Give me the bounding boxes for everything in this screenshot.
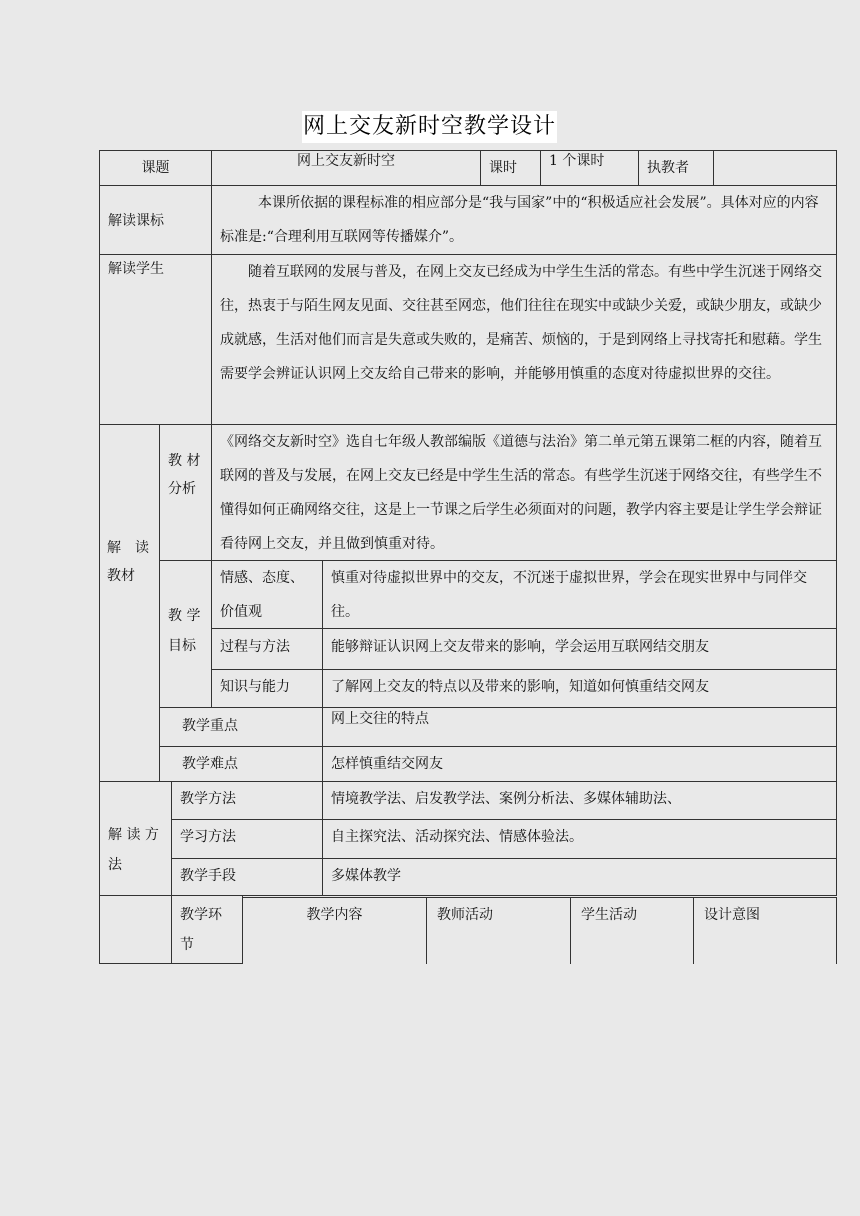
method-1-label: 教学方法	[171, 781, 323, 820]
goal-1-text: 慎重对待虚拟世界中的交友，不沉迷于虚拟世界，学会在现实世界中与同伴交往。	[322, 560, 837, 629]
students-text: 随着互联网的发展与普及，在网上交友已经成为中学生生活的常态。有些中学生沉迷于网络交往，热衷于与陌生网友见面、交往甚至网恋，他们往往在现实中或缺少关爱，或缺少朋友，或缺少成就感，生活对他们而言是失意或失败的，是痛苦、烦恼的，于是到网络上寻找寄托和慰藉。学生需要学会辨证认识网上交友给自己带来的影响，并能够用慎重的态度对待虚拟世界的交往。	[211, 254, 837, 425]
goals-label: 教 学目标	[159, 560, 212, 708]
goal-1-label: 情感、态度、价值观	[211, 560, 323, 629]
topic-label: 课题	[99, 150, 212, 186]
textbook-outer	[99, 424, 160, 782]
teacher-activity-header: 教师活动	[426, 897, 571, 964]
goal-2-text: 能够辩证认识网上交友带来的影响，学会运用互联网结交朋友	[322, 628, 837, 670]
method-3-label: 教学手段	[171, 858, 323, 896]
key-point-text: 网上交往的特点	[322, 707, 837, 747]
curriculum-label	[99, 185, 212, 255]
key-point-label: 教学重点	[159, 707, 323, 747]
method-1-text: 情境教学法、启发教学法、案例分析法、多媒体辅助法、	[322, 781, 837, 820]
intent-header: 设计意图	[693, 897, 837, 964]
goal-3-text: 了解网上交友的特点以及带来的影响，知道如何慎重结交网友	[322, 669, 837, 708]
stage-header: 教学环节	[171, 895, 243, 964]
student-activity-header: 学生活动	[570, 897, 694, 964]
difficulty-text: 怎样慎重结交网友	[322, 746, 837, 782]
method-3-text: 多媒体教学	[322, 858, 837, 896]
teacher-value	[713, 150, 837, 186]
methods-label: 解 读 方法	[99, 781, 172, 896]
method-2-text: 自主探究法、活动探究法、情感体验法。	[322, 819, 837, 859]
goal-3-label: 知识与能力	[211, 669, 323, 708]
process-blank-cell	[99, 895, 172, 964]
teacher-label: 执教者	[638, 150, 714, 186]
difficulty-label: 教学难点	[159, 746, 323, 782]
document-title: 网上交友新时空教学设计	[302, 111, 557, 143]
curriculum-label-text: 解读课标	[108, 213, 164, 229]
topic-value: 网上交友新时空	[211, 150, 481, 186]
method-2-label: 学习方法	[171, 819, 323, 859]
goal-2-label: 过程与方法	[211, 628, 323, 670]
students-label: 解读学生	[99, 254, 212, 425]
period-value: 1 个课时	[540, 150, 639, 186]
curriculum-text: 本课所依据的课程标准的相应部分是“我与国家”中的“积极适应社会发展”。具体对应的内容标准是:“合理利用互联网等传播媒介”。	[211, 185, 837, 255]
period-label: 课时	[480, 150, 541, 186]
content-header: 教学内容	[242, 897, 427, 964]
analysis-label: 教 材分析	[159, 424, 212, 561]
analysis-text: 《网络交友新时空》选自七年级人教部编版《道德与法治》第二单元第五课第二框的内容，随着互联网的普及与发展，在网上交友已经是中学生生活的常态。有些学生沉迷于网络交往，有些学生不懂得如何正确网络交往，这是上一节课之后学生必须面对的问题，教学内容主要是让学生学会辩证看待网上交友，并且做到慎重对待。	[211, 424, 837, 561]
textbook-label: 解 读教材	[107, 540, 149, 584]
